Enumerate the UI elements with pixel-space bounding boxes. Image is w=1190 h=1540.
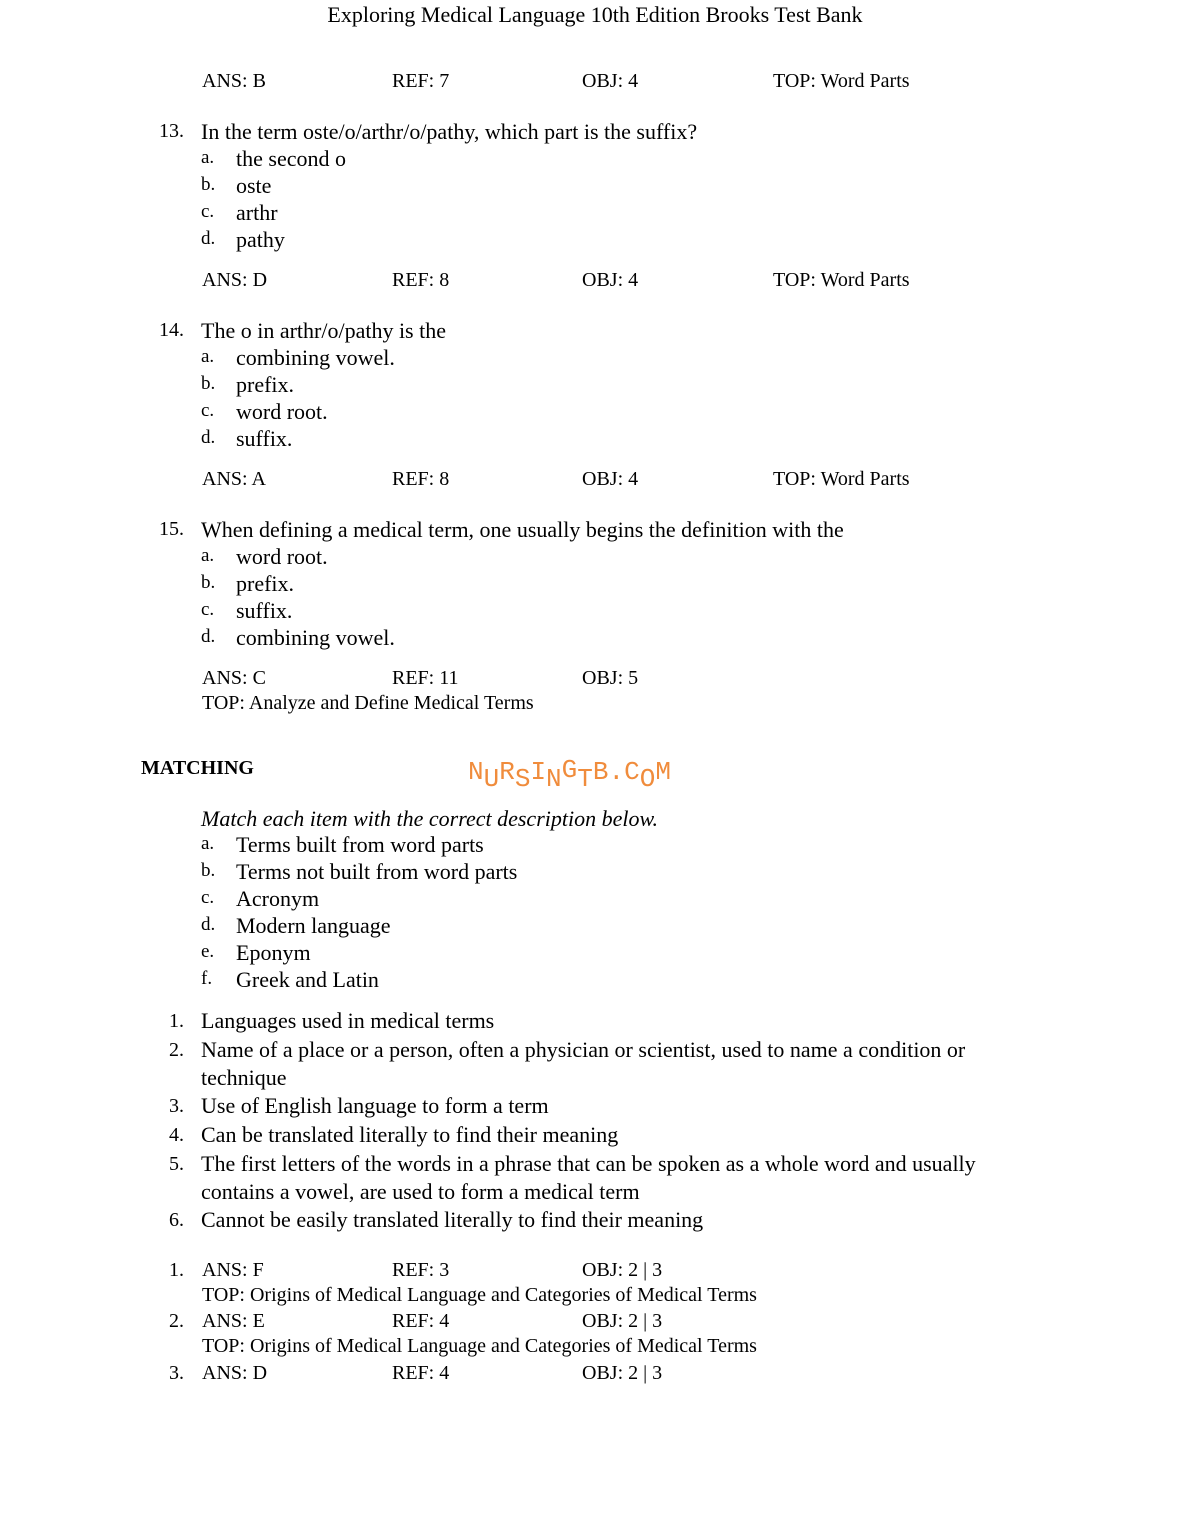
q14-opt-b-text: prefix. — [236, 372, 295, 397]
q13-stem: In the term oste/o/arthr/o/pathy, which part is the suffix? — [201, 119, 698, 144]
q15-opt-c-text: suffix. — [236, 598, 293, 623]
choice-f-text: Greek and Latin — [236, 967, 379, 992]
q14-number: 14. — [159, 319, 184, 341]
q14-obj: OBJ: 4 — [582, 468, 639, 490]
matching-instruction: Match each item with the correct description below. — [201, 806, 659, 831]
answer-2-number: 2. — [169, 1310, 184, 1332]
choice-e-letter: e. — [201, 941, 215, 962]
q15-stem: When defining a medical term, one usually begins the definition with the — [201, 517, 844, 542]
item-5-text-cont: contains a vowel, are used to form a medical term — [201, 1179, 640, 1204]
q14-ref: REF: 8 — [392, 468, 450, 490]
wm-char: . — [608, 757, 625, 787]
q12-ans: ANS: B — [202, 70, 266, 92]
wm-char: M — [655, 757, 671, 787]
wm-char: C — [624, 757, 640, 787]
q12-top: TOP: Word Parts — [773, 70, 910, 92]
answer-3-ans: ANS: D — [202, 1362, 268, 1384]
answer-3-number: 3. — [169, 1362, 184, 1384]
q13-opt-a-letter: a. — [201, 147, 215, 168]
q13-opt-b-letter: b. — [201, 174, 216, 195]
item-5-number: 5. — [169, 1153, 184, 1175]
wm-char: R — [499, 757, 515, 787]
q15-opt-c-letter: c. — [201, 599, 215, 620]
q13-top: TOP: Word Parts — [773, 269, 910, 291]
item-6-number: 6. — [169, 1209, 184, 1231]
wm-char: T — [577, 764, 593, 794]
q13-obj: OBJ: 4 — [582, 269, 639, 291]
q15-ans: ANS: C — [202, 667, 266, 689]
answer-3-ref: REF: 4 — [392, 1362, 450, 1384]
q13-opt-b-text: oste — [236, 173, 272, 198]
wm-char: U — [483, 764, 500, 794]
answer-1-number: 1. — [169, 1259, 184, 1281]
item-3-number: 3. — [169, 1095, 184, 1117]
wm-char: G — [561, 755, 578, 785]
q14-top: TOP: Word Parts — [773, 468, 910, 490]
item-2-text: Name of a place or a person, often a physician or scientist, used to name a condition or — [201, 1037, 966, 1062]
choice-d-text: Modern language — [236, 913, 391, 938]
answer-2-ans: ANS: E — [202, 1310, 265, 1332]
q13-opt-d-letter: d. — [201, 228, 216, 249]
answer-1-ans: ANS: F — [202, 1259, 264, 1281]
q13-opt-a-text: the second o — [236, 146, 346, 171]
wm-char: O — [639, 764, 656, 794]
q14-opt-d-text: suffix. — [236, 426, 293, 451]
answer-1-obj: OBJ: 2 | 3 — [582, 1259, 663, 1281]
q14-stem: The o in arthr/o/pathy is the — [201, 318, 446, 343]
q15-opt-b-text: prefix. — [236, 571, 295, 596]
item-4-number: 4. — [169, 1124, 184, 1146]
q13-opt-c-letter: c. — [201, 201, 215, 222]
choice-c-letter: c. — [201, 887, 215, 908]
q14-opt-a-letter: a. — [201, 346, 215, 367]
wm-char: B — [592, 757, 609, 787]
q13-opt-d-text: pathy — [236, 227, 285, 252]
q15-opt-a-text: word root. — [236, 544, 328, 569]
q15-top: TOP: Analyze and Define Medical Terms — [202, 692, 534, 714]
q13-number: 13. — [159, 120, 184, 142]
q14-ans: ANS: A — [202, 468, 266, 490]
item-1-number: 1. — [169, 1010, 184, 1032]
answer-3-obj: OBJ: 2 | 3 — [582, 1362, 663, 1384]
wm-char: N — [546, 764, 562, 794]
choice-b-letter: b. — [201, 860, 216, 881]
q15-obj: OBJ: 5 — [582, 667, 639, 689]
answer-1-top: TOP: Origins of Medical Language and Categories of Medical Terms — [202, 1284, 757, 1306]
section-heading-matching: MATCHING — [141, 757, 254, 779]
answer-2-ref: REF: 4 — [392, 1310, 450, 1332]
q13-opt-c-text: arthr — [236, 200, 278, 225]
answer-2-top: TOP: Origins of Medical Language and Categories of Medical Terms — [202, 1335, 757, 1357]
choice-a-letter: a. — [201, 833, 215, 854]
q15-opt-d-text: combining vowel. — [236, 625, 395, 650]
item-3-text: Use of English language to form a term — [201, 1093, 549, 1118]
choice-e-text: Eponym — [236, 940, 311, 965]
item-2-text-cont: technique — [201, 1065, 287, 1090]
q14-opt-c-text: word root. — [236, 399, 328, 424]
q14-opt-d-letter: d. — [201, 427, 216, 448]
q15-number: 15. — [159, 518, 184, 540]
q12-ref: REF: 7 — [392, 70, 450, 92]
q14-opt-c-letter: c. — [201, 400, 215, 421]
choice-a-text: Terms built from word parts — [236, 832, 484, 857]
answer-2-obj: OBJ: 2 | 3 — [582, 1310, 663, 1332]
q15-opt-b-letter: b. — [201, 572, 216, 593]
choice-c-text: Acronym — [236, 886, 320, 911]
q15-opt-d-letter: d. — [201, 626, 216, 647]
page-header-title: Exploring Medical Language 10th Edition Brooks Test Bank — [327, 2, 863, 27]
wm-char: S — [514, 764, 531, 794]
q13-ref: REF: 8 — [392, 269, 450, 291]
q15-ref: REF: 11 — [392, 667, 459, 689]
q13-ans: ANS: D — [202, 269, 268, 291]
item-4-text: Can be translated literally to find their meaning — [201, 1122, 619, 1147]
item-2-number: 2. — [169, 1039, 184, 1061]
wm-char: I — [530, 757, 547, 787]
item-1-text: Languages used in medical terms — [201, 1008, 495, 1033]
item-6-text: Cannot be easily translated literally to find their meaning — [201, 1207, 704, 1232]
q14-opt-b-letter: b. — [201, 373, 216, 394]
choice-f-letter: f. — [201, 968, 213, 989]
choice-d-letter: d. — [201, 914, 216, 935]
q14-opt-a-text: combining vowel. — [236, 345, 395, 370]
wm-char: N — [468, 757, 484, 787]
q12-obj: OBJ: 4 — [582, 70, 639, 92]
watermark-logo — [468, 755, 671, 794]
answer-1-ref: REF: 3 — [392, 1259, 450, 1281]
choice-b-text: Terms not built from word parts — [236, 859, 518, 884]
q15-opt-a-letter: a. — [201, 545, 215, 566]
item-5-text: The first letters of the words in a phrase that can be spoken as a whole word and usually — [201, 1151, 976, 1176]
